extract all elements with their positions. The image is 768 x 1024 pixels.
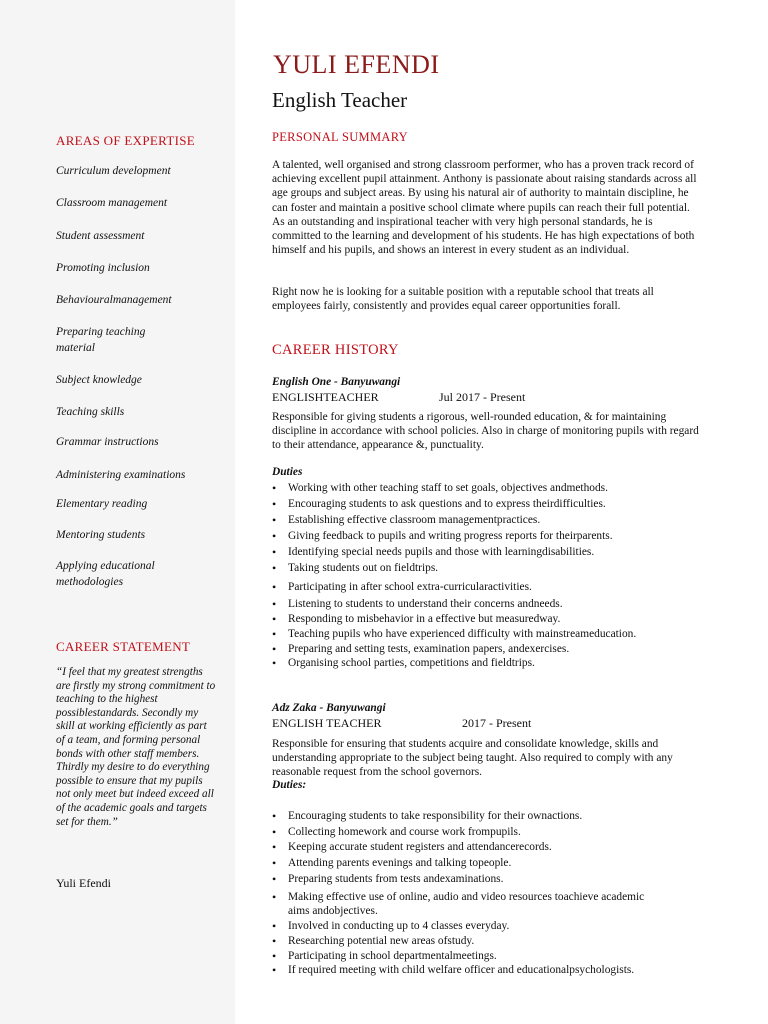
duties-heading: Duties — [272, 466, 303, 478]
candidate-role: English Teacher — [272, 88, 408, 112]
expertise-item: Applying educational methodologies — [56, 560, 155, 588]
duty-item: • Collecting homework and course work frompupils. — [272, 825, 702, 839]
duty-item: • Researching potential new areas ofstudy. — [272, 934, 702, 948]
duty-item: • Preparing students from tests andexaminations. — [272, 872, 702, 886]
duty-item: • Making effective use of online, audio and video resources toachieve academic aims andobjectives. — [272, 890, 668, 918]
career-heading: CAREER HISTORY — [272, 342, 399, 358]
duty-item: • Working with other teaching staff to set goals, objectives andmethods. — [272, 481, 702, 495]
job-title: ENGLISH TEACHER — [272, 716, 382, 730]
duty-item: • Establishing effective classroom managementpractices. — [272, 513, 702, 527]
career-statement: “I feel that my greatest strengths are firstly my strong commitment to teaching to the highest possiblestandards. Secondly my skill at working efficiently as part of a team, and forming personal bonds with other staff members. Thirdly my desire to do everything possible to ensure that my pupils not only meet but indeed exceed all of the academic goals and targets set for them.” — [56, 666, 216, 828]
candidate-name: YULI EFENDI — [273, 50, 440, 79]
job-title: ENGLISHTEACHER — [272, 390, 379, 404]
duty-item: • If required meeting with child welfare officer and educationalpsychologists. — [272, 963, 702, 977]
expertise-item: Curriculum development — [56, 165, 171, 177]
duty-item: • Responding to misbehavior in a effective but measuredway. — [272, 612, 702, 626]
duty-item: • Keeping accurate student registers and attendancerecords. — [272, 840, 702, 854]
duty-item: • Attending parents evenings and talking topeople. — [272, 856, 702, 870]
job-date: 2017 - Present — [462, 716, 532, 730]
duty-item: • Organising school parties, competitions and fieldtrips. — [272, 656, 702, 670]
statement-heading: CAREER STATEMENT — [56, 639, 191, 654]
expertise-item: Classroom management — [56, 197, 168, 209]
duty-item: • Listening to students to understand their concerns andneeds. — [272, 597, 702, 611]
duty-item: • Preparing and setting tests, examination papers, andexercises. — [272, 642, 702, 656]
duties-heading: Duties: — [272, 779, 307, 791]
job-description: Responsible for giving students a rigorous, well-rounded education, & for maintaining discipline in accordance with school policies. Also in charge of monitoring pupils with regard to their attendance, appearance &, punctuality. — [272, 411, 699, 452]
duty-item: • Taking students out on fieldtrips. — [272, 561, 702, 575]
duty-item: • Teaching pupils who have experienced difficulty with mainstreameducation. — [272, 627, 702, 641]
sidebar — [0, 0, 235, 1024]
expertise-heading: AREAS OF EXPERTISE — [56, 133, 195, 148]
expertise-item: Administering examinations — [56, 469, 186, 481]
expertise-item: Subject knowledge — [56, 374, 142, 386]
expertise-item: Student assessment — [56, 230, 145, 242]
duty-item: • Encouraging students to take responsibility for their ownactions. — [272, 809, 702, 823]
expertise-item: Elementary reading — [56, 498, 148, 510]
job-organisation: Adz Zaka - Banyuwangi — [272, 702, 386, 714]
duty-item: • Identifying special needs pupils and those with learningdisabilities. — [272, 545, 702, 559]
duty-item: • Encouraging students to ask questions and to express theirdifficulties. — [272, 497, 702, 511]
statement-signature: Yuli Efendi — [56, 876, 111, 890]
duty-item: • Participating in after school extra-curricularactivities. — [272, 580, 702, 594]
summary-heading: PERSONAL SUMMARY — [272, 130, 408, 144]
expertise-item: Promoting inclusion — [56, 262, 150, 274]
expertise-item: Grammar instructions — [56, 436, 159, 448]
expertise-item: Preparing teaching material — [56, 326, 146, 354]
expertise-item: Behaviouralmanagement — [56, 294, 172, 306]
duty-item: • Participating in school departmentalmeetings. — [272, 949, 702, 963]
summary-paragraph: A talented, well organised and strong classroom performer, who has a proven track record of achieving excellent pupil attainment. Anthony is passionate about raising standards across all age groups and subject areas. By using his natural air of authority to maintain discipline, he can foster and maintain a positive school climate where pupils can reach their full potential. As an outstanding and inspirational teacher with very high personal standards, he is committed to the learning and development of his students. He has high expectations of both himself and his pupils, and shows an interest in every student as an individual. — [272, 159, 697, 257]
duty-item: • Giving feedback to pupils and writing progress reports for theirparents. — [272, 529, 702, 543]
summary-paragraph: Right now he is looking for a suitable position with a reputable school that treats all employees fairly, consistently and provides equal career opportunities forall. — [272, 286, 654, 313]
expertise-item: Mentoring students — [56, 529, 146, 541]
expertise-item: Teaching skills — [56, 406, 125, 418]
job-date: Jul 2017 - Present — [439, 390, 526, 404]
job-description: Responsible for ensuring that students acquire and consolidate knowledge, skills and understanding appropriate to the subject being taught. Also required to comply with any reasonable request from the school governors. — [272, 738, 673, 779]
job-organisation: English One - Banyuwangi — [272, 376, 401, 388]
duty-item: • Involved in conducting up to 4 classes everyday. — [272, 919, 702, 933]
